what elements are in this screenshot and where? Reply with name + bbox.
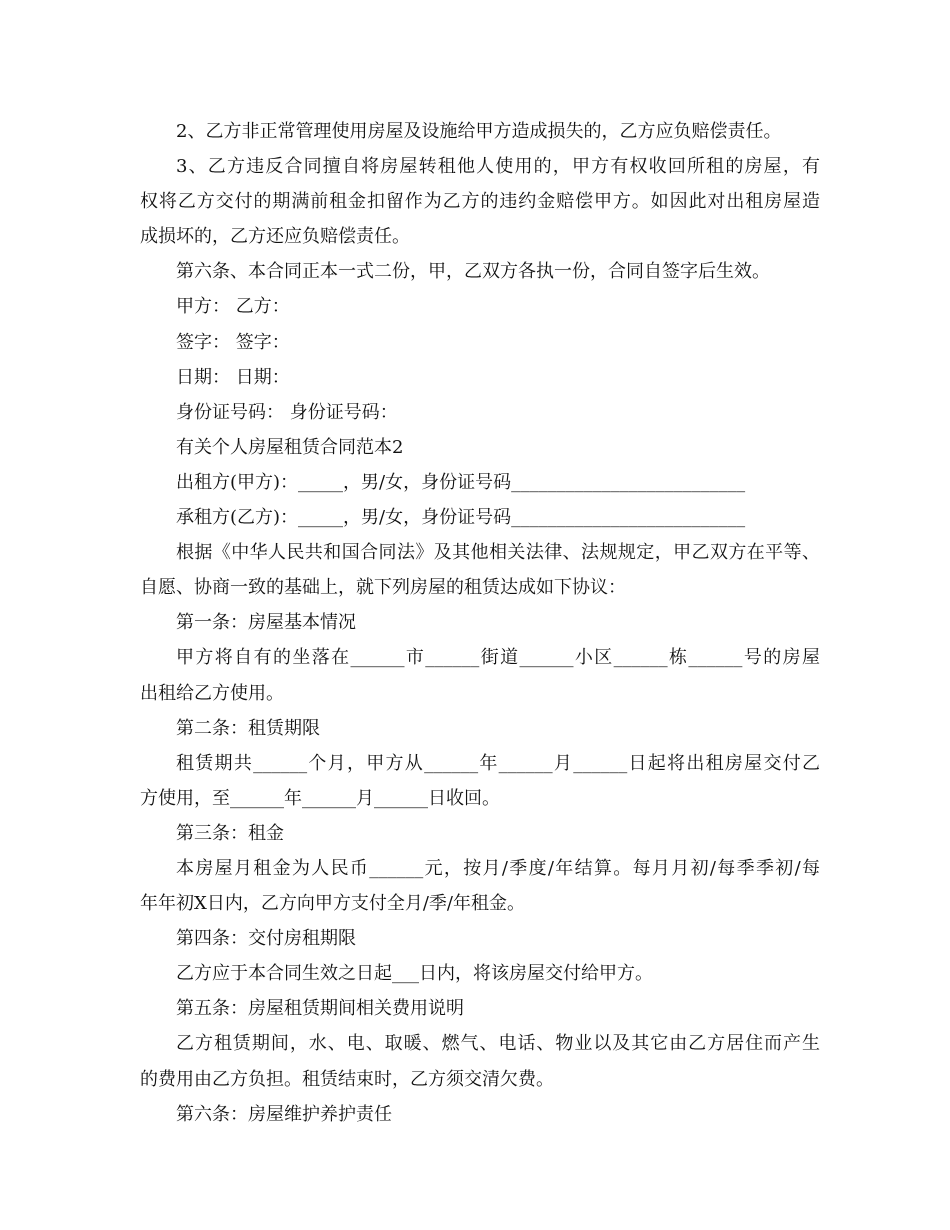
text-line: 根据《中华人民共和国合同法》及其他相关法律、法规规定，甲乙双方在平等、: [176, 542, 820, 564]
text-line: 乙方租赁期间，水、电、取暖、燃气、电话、物业以及其它由乙方居住而产生: [176, 1033, 820, 1055]
text-line: 出租给乙方使用。: [140, 682, 284, 704]
text-line: 日期： 日期：: [176, 366, 290, 388]
document-body: [140, 114, 820, 1132]
text-line: 第六条：房屋维护养护责任: [176, 1103, 392, 1125]
text-line: 第五条：房屋租赁期间相关费用说明: [176, 998, 464, 1020]
text-line: 自愿、协商一致的基础上，就下列房屋的租赁达成如下协议：: [140, 577, 626, 599]
text-line: 3、乙方违反合同擅自将房屋转租他人使用的，甲方有权收回所租的房屋，有: [176, 156, 820, 178]
text-line: 承租方(乙方)：_____，男/女，身份证号码__________________________: [176, 507, 746, 529]
text-line: 甲方将自有的坐落在______市______街道______小区______栋______号的房屋: [176, 647, 820, 669]
text-line: 第二条：租赁期限: [176, 717, 320, 739]
text-line: 乙方应于本合同生效之日起___日内，将该房屋交付给甲方。: [176, 963, 653, 985]
text-line: 权将乙方交付的期满前租金扣留作为乙方的违约金赔偿甲方。如因此对出租房屋造: [140, 191, 820, 213]
text-line: 有关个人房屋租赁合同范本2: [176, 436, 404, 458]
text-line: 方使用，至______年______月______日收回。: [140, 787, 500, 809]
text-line: 第四条：交付房租期限: [176, 928, 356, 950]
text-line: 签字： 签字：: [176, 331, 290, 353]
text-line: 成损坏的，乙方还应负赔偿责任。: [140, 226, 410, 248]
text-line: 的费用由乙方负担。租赁结束时，乙方须交清欠费。: [140, 1068, 554, 1090]
text-line: 第三条：租金: [176, 822, 284, 844]
text-line: 第一条：房屋基本情况: [176, 612, 356, 634]
text-line: 第六条、本合同正本一式二份，甲，乙双方各执一份，合同自签字后生效。: [176, 261, 770, 283]
text-line: 本房屋月租金为人民币______元，按月/季度/年结算。每月月初/每季季初/每: [176, 857, 820, 879]
text-line: 2、乙方非正常管理使用房屋及设施给甲方造成损失的，乙方应负赔偿责任。: [176, 121, 782, 142]
text-line: 年年初X日内，乙方向甲方支付全月/季/年租金。: [140, 893, 525, 915]
text-line: 出租方(甲方)：_____，男/女，身份证号码__________________________: [176, 471, 746, 493]
text-line: 甲方： 乙方：: [176, 296, 290, 318]
text-line: 身份证号码： 身份证号码：: [176, 401, 398, 423]
text-line: 租赁期共______个月，甲方从______年______月______日起将出租房屋交付乙: [176, 752, 820, 774]
